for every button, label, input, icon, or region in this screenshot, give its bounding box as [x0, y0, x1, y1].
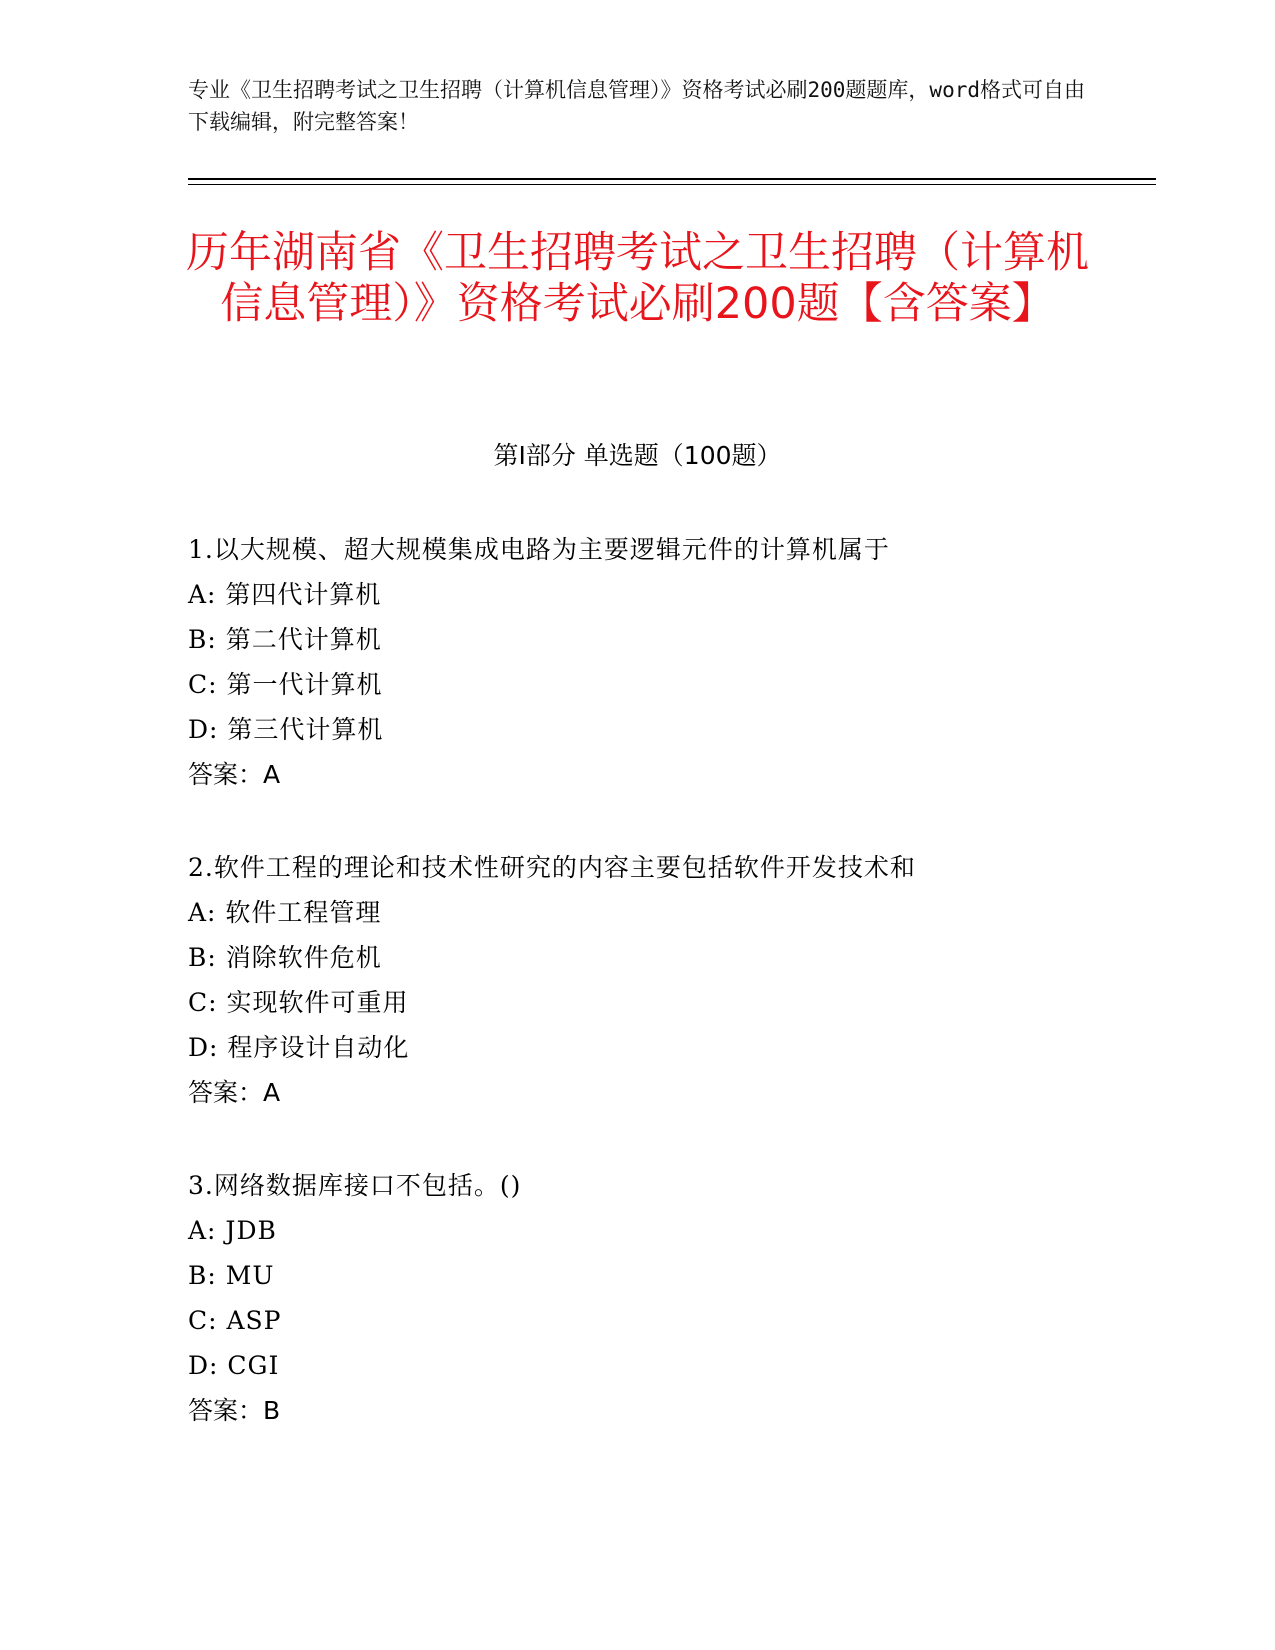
header-divider-thick [188, 178, 1156, 180]
question-text: 1.以大规模、超大规模集成电路为主要逻辑元件的计算机属于 [188, 535, 890, 564]
header-note: 专业《卫生招聘考试之卫生招聘（计算机信息管理）》资格考试必刷200题题库，word格式可自由下载编辑，附完整答案！ [188, 78, 1085, 134]
option-b: B: 消除软件危机 [188, 943, 382, 972]
option-c: C: ASP [188, 1306, 282, 1335]
option-d: D: CGI [188, 1351, 280, 1380]
option-a: A: 软件工程管理 [188, 898, 382, 927]
option-b: B: 第二代计算机 [188, 625, 382, 654]
option-d: D: 第三代计算机 [188, 715, 384, 744]
question-3 [188, 1163, 1088, 1433]
answer: 答案：A [188, 1078, 281, 1107]
answer: 答案：B [188, 1396, 281, 1425]
document-title: 历年湖南省《卫生招聘考试之卫生招聘（计算机信息管理）》资格考试必刷200题【含答案】 [186, 228, 1089, 329]
option-c: C: 第一代计算机 [188, 670, 383, 699]
option-a: A: JDB [188, 1216, 277, 1245]
option-a: A: 第四代计算机 [188, 580, 382, 609]
question-2 [188, 845, 1088, 1115]
option-d: D: 程序设计自动化 [188, 1033, 410, 1062]
question-1 [188, 527, 1088, 797]
header-divider-thin [188, 184, 1156, 185]
option-b: B: MU [188, 1261, 275, 1290]
question-text: 2.软件工程的理论和技术性研究的内容主要包括软件开发技术和 [188, 853, 916, 882]
answer: 答案：A [188, 760, 281, 789]
option-c: C: 实现软件可重用 [188, 988, 409, 1017]
section-heading: 第I部分 单选题（100题） [493, 441, 782, 470]
question-text: 3.网络数据库接口不包括。() [188, 1171, 522, 1200]
